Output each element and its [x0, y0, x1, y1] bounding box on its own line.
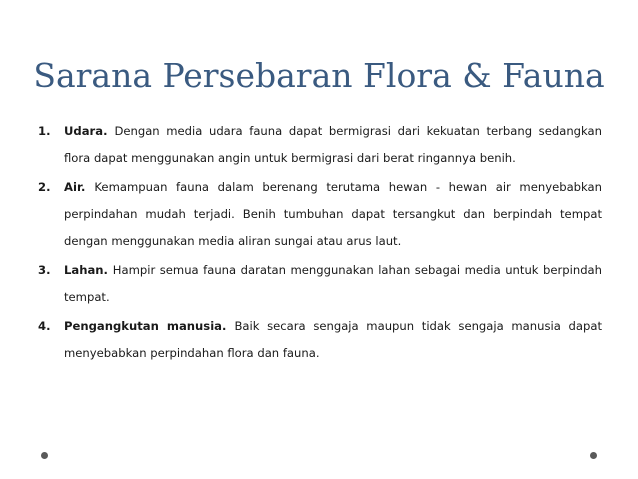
- item-number: 2.: [38, 180, 51, 194]
- item-text: Hampir semua fauna daratan menggunakan lahan sebagai media untuk berpindah tempat.: [64, 263, 603, 304]
- list-item: [38, 118, 602, 172]
- item-term: Air.: [64, 180, 95, 194]
- item-number: 1.: [38, 124, 51, 138]
- list-item: [38, 174, 602, 255]
- item-term: Pengangkutan manusia.: [64, 319, 235, 333]
- list-item: [38, 257, 602, 311]
- item-term: Lahan.: [64, 263, 113, 277]
- item-number: 4.: [38, 319, 51, 333]
- slide-title: Sarana Persebaran Flora & Fauna: [33, 56, 605, 95]
- item-term: Udara.: [64, 124, 115, 138]
- decorative-dot-icon: [41, 452, 48, 459]
- list-item: [38, 313, 602, 367]
- item-number: 3.: [38, 263, 51, 277]
- content-list: [38, 118, 602, 369]
- item-text: Baik secara sengaja maupun tidak sengaja manusia dapat menyebabkan perpindahan flora dan fauna.: [64, 319, 602, 360]
- item-text: Dengan media udara fauna dapat bermigrasi dari kekuatan terbang sedangkan flora dapat menggunakan angin untuk bermigrasi dari berat ringannya benih.: [64, 124, 602, 165]
- item-text: Kemampuan fauna dalam berenang terutama hewan - hewan air menyebabkan perpindahan mudah terjadi. Benih tumbuhan dapat tersangkut dan berpindah tempat dengan menggunakan media aliran sungai atau arus laut.: [64, 180, 602, 248]
- decorative-dot-icon: [590, 452, 597, 459]
